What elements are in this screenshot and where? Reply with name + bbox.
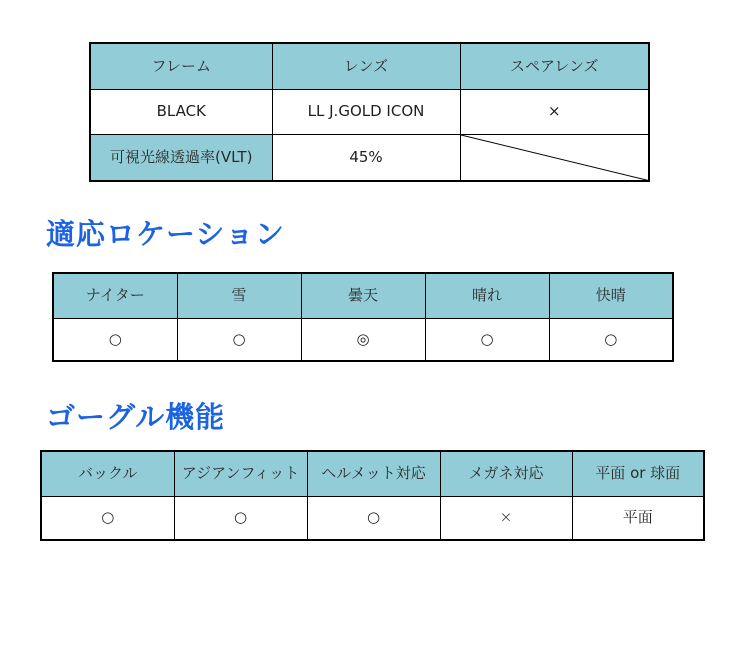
diagonal-line-icon [461,135,649,181]
function-header-row [41,451,704,496]
vlt-label: 可視光線透過率(VLT) [90,134,272,181]
frame-color-value: BLACK [90,89,272,134]
function-header-helmet: ヘルメット対応 [307,451,440,496]
function-header-lens-shape: 平面 or 球面 [572,451,704,496]
location-table [52,272,674,362]
function-value-lens-shape: 平面 [572,496,704,540]
location-header-snow: 雪 [177,273,301,318]
spec-table [89,42,650,182]
location-header-cloudy: 曇天 [301,273,425,318]
location-value-snow: ○ [177,318,301,361]
spec-header-frame: フレーム [90,43,272,89]
spare-vlt-na-cell [460,134,649,181]
location-value-cloudy: ◎ [301,318,425,361]
location-value-row [53,318,673,361]
spec-vlt-row [90,134,649,181]
location-header-sunny: 晴れ [425,273,549,318]
function-header-asian-fit: アジアンフィット [174,451,307,496]
spec-header-lens: レンズ [272,43,460,89]
spec-product-row [90,89,649,134]
location-header-row [53,273,673,318]
function-table [40,450,705,541]
function-section-title: ゴーグル機能 [46,400,226,434]
spare-lens-value: × [460,89,649,134]
location-value-sunny: ○ [425,318,549,361]
lens-name-value: LL J.GOLD ICON [272,89,460,134]
location-header-night: ナイター [53,273,177,318]
function-value-glasses: × [440,496,572,540]
function-value-helmet: ○ [307,496,440,540]
function-header-glasses: メガネ対応 [440,451,572,496]
spec-header-spare-lens: スペアレンズ [460,43,649,89]
function-value-asian-fit: ○ [174,496,307,540]
function-header-buckle: バックル [41,451,174,496]
spec-header-row [90,43,649,89]
function-value-row [41,496,704,540]
location-value-night: ○ [53,318,177,361]
location-value-clear: ○ [549,318,673,361]
function-value-buckle: ○ [41,496,174,540]
location-header-clear: 快晴 [549,273,673,318]
location-section-title: 適応ロケーション [46,217,285,251]
vlt-value: 45% [272,134,460,181]
